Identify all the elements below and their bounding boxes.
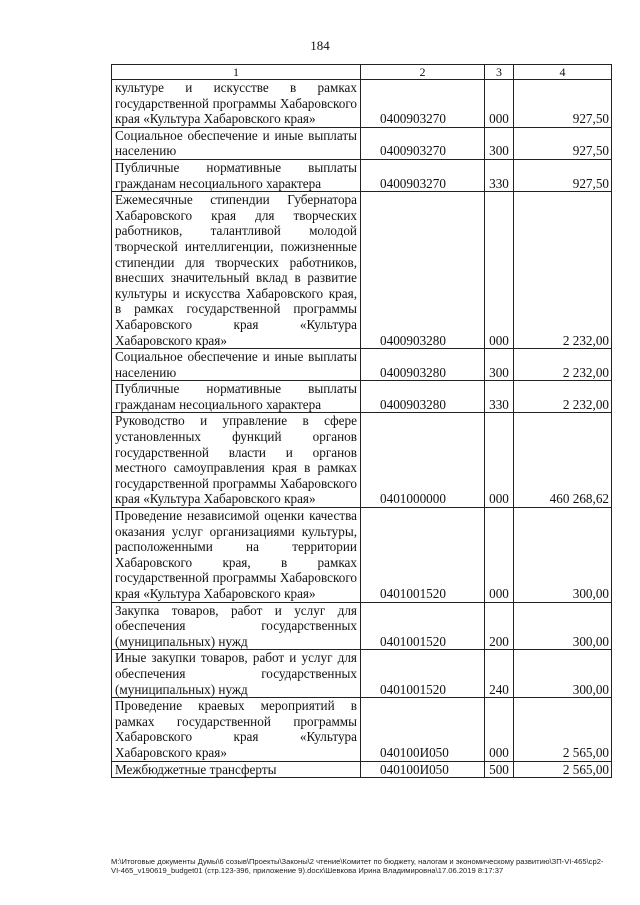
row-code: 040100И050: [361, 761, 485, 778]
column-header-4: 4: [514, 65, 612, 80]
row-code: 0400903270: [361, 80, 485, 128]
row-name: Межбюджетные трансферты: [112, 761, 361, 778]
budget-table: [111, 64, 612, 778]
table-row: [112, 508, 612, 603]
row-sum: 2 232,00: [514, 381, 612, 413]
row-name: Закупка товаров, работ и услуг для обеспечения государственных (муниципальных) нужд: [112, 602, 361, 650]
row-type: 300: [485, 349, 514, 381]
row-code: 0401000000: [361, 413, 485, 508]
row-code: 0400903280: [361, 192, 485, 349]
row-sum: 2 565,00: [514, 698, 612, 761]
table-row: [112, 602, 612, 650]
row-code: 0400903270: [361, 127, 485, 159]
row-type: 500: [485, 761, 514, 778]
table-row: [112, 349, 612, 381]
row-code: 0401001520: [361, 602, 485, 650]
document-path-footer: М:\Итоговые документы Думы\6 созыв\Проекты\Законы\2 чтение\Комитет по бюджету, налогам и экономическому развитию\ЗП-VI-465\ср2-VI-465_v190619_budget01 (стр.123-396, приложение 9).docx\Шевкова Ирина Владимировна\17.06.2019 8:17:37: [111, 857, 604, 875]
row-sum: 300,00: [514, 602, 612, 650]
row-sum: 300,00: [514, 508, 612, 603]
row-sum: 2 232,00: [514, 192, 612, 349]
row-type: 000: [485, 698, 514, 761]
row-name: культуре и искусстве в рамках государственной программы Хабаровского края «Культура Хабаровского края»: [112, 80, 361, 128]
row-sum: 927,50: [514, 127, 612, 159]
row-name: Социальное обеспечение и иные выплаты населению: [112, 349, 361, 381]
row-type: 200: [485, 602, 514, 650]
row-sum: 927,50: [514, 159, 612, 191]
row-name: Публичные нормативные выплаты гражданам несоциального характера: [112, 159, 361, 191]
row-name: Проведение независимой оценки качества оказания услуг организациями культуры, расположенными на территории Хабаровского края, в рамках государственной программы Хабаровского края «Культура Хабаровского края»: [112, 508, 361, 603]
row-sum: 927,50: [514, 80, 612, 128]
row-name: Публичные нормативные выплаты гражданам несоциального характера: [112, 381, 361, 413]
table-row: [112, 192, 612, 349]
table-row: [112, 381, 612, 413]
page-number: 184: [310, 38, 330, 53]
row-type: 330: [485, 159, 514, 191]
row-type: 000: [485, 80, 514, 128]
row-code: 0401001520: [361, 650, 485, 698]
row-sum: 2 232,00: [514, 349, 612, 381]
row-sum: 2 565,00: [514, 761, 612, 778]
table-row: [112, 650, 612, 698]
row-type: 000: [485, 192, 514, 349]
row-type: 330: [485, 381, 514, 413]
column-header-3: 3: [485, 65, 514, 80]
row-type: 000: [485, 413, 514, 508]
table-row: [112, 127, 612, 159]
row-name: Проведение краевых мероприятий в рамках государственной программы Хабаровского края «Культура Хабаровского края»: [112, 698, 361, 761]
row-code: 0400903280: [361, 381, 485, 413]
row-name: Социальное обеспечение и иные выплаты населению: [112, 127, 361, 159]
table-row: [112, 698, 612, 761]
row-code: 0401001520: [361, 508, 485, 603]
row-type: 300: [485, 127, 514, 159]
column-header-1: 1: [112, 65, 361, 80]
row-name: Руководство и управление в сфере установленных функций органов государственной власти и органов местного самоуправления края в рамках государственной программы Хабаровского края «Культура Хабаровского края»: [112, 413, 361, 508]
budget-table-body: [112, 65, 612, 778]
table-row: [112, 159, 612, 191]
row-name: Иные закупки товаров, работ и услуг для обеспечения государственных (муниципальных) нужд: [112, 650, 361, 698]
table-row: [112, 413, 612, 508]
table-row: [112, 761, 612, 778]
row-code: 0400903280: [361, 349, 485, 381]
row-code: 040100И050: [361, 698, 485, 761]
table-header-row: [112, 65, 612, 80]
row-sum: 460 268,62: [514, 413, 612, 508]
row-type: 000: [485, 508, 514, 603]
row-sum: 300,00: [514, 650, 612, 698]
row-name: Ежемесячные стипендии Губернатора Хабаровского края для творческих работников, талантливой молодой творческой интеллигенции, пожизненные стипендии для творческих работников, внесших значительный вклад в развитие культуры и искусства Хабаровского края, в рамках государственной программы Хабаровского края «Культура Хабаровского края»: [112, 192, 361, 349]
column-header-2: 2: [361, 65, 485, 80]
row-code: 0400903270: [361, 159, 485, 191]
row-type: 240: [485, 650, 514, 698]
table-row: [112, 80, 612, 128]
